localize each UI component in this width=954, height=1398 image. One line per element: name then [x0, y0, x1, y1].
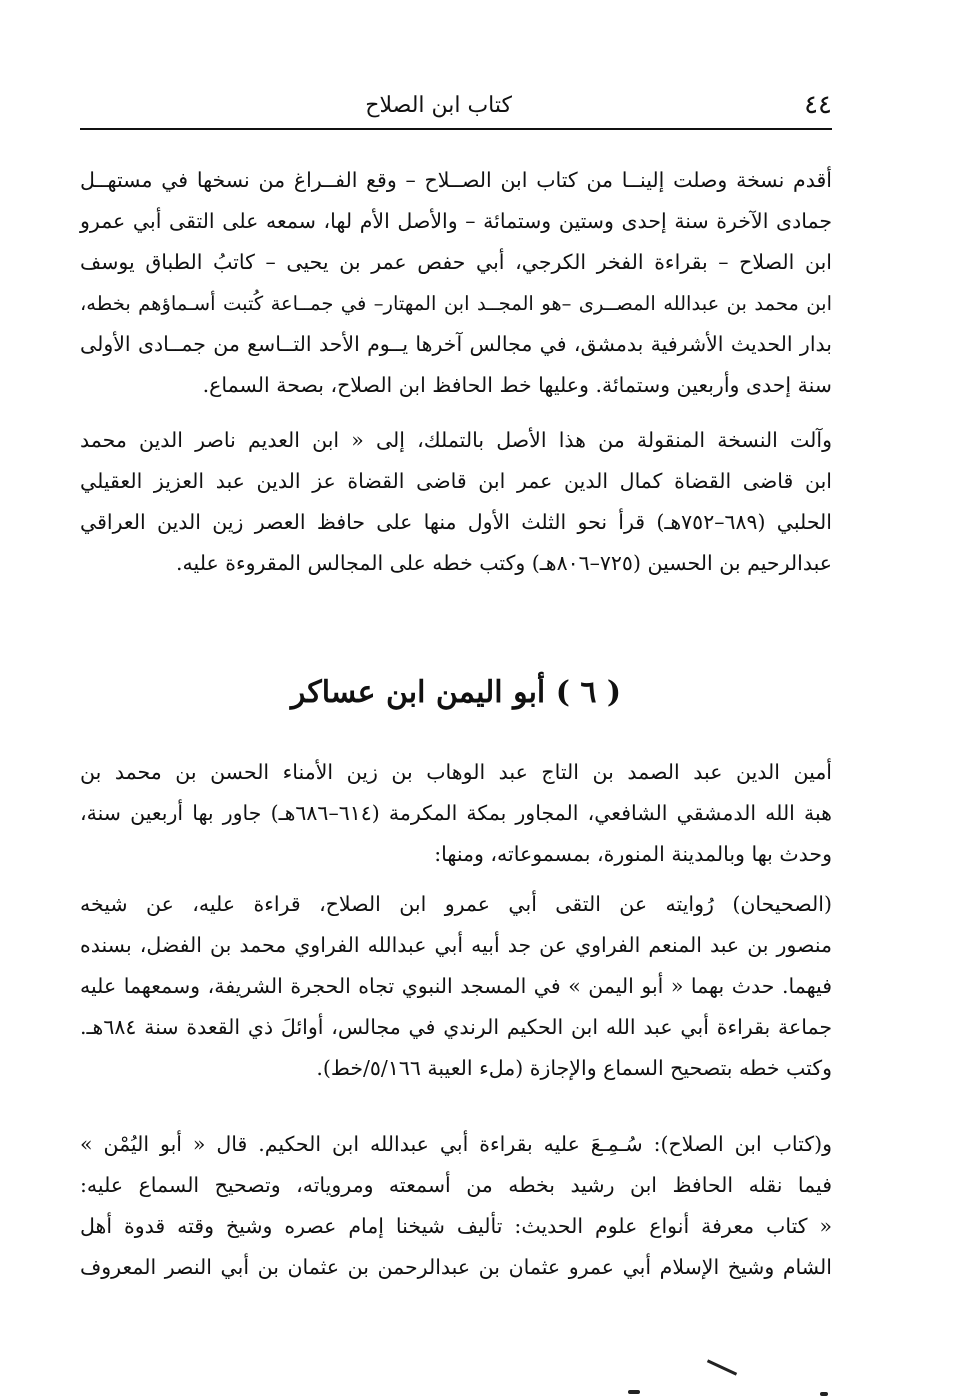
- text-line: ابن محمد بن عبدالله المصــرى –هو المجــد ابن المهتار– في جمــاعة كُتبت أسـماؤهم بخطه،: [80, 292, 832, 315]
- text-line: أقدم نسخة وصلت إلينــا من كتاب ابن الصــلاح – وقع الفــراغ من نسخها في مستهــل: [80, 168, 832, 192]
- text-line: و(كتاب ابن الصلاح): سُـمِـعَ عليه بقراءة أبي عبدالله ابن الحكيم. قال « أبو اليُمْن »: [80, 1132, 832, 1156]
- text-line: منصور بن عبد المنعم الفراوي عن جد أبيه أبي عبدالله الفراوي محمد بن الفضل، بسنده: [80, 933, 832, 957]
- text-line: فيهما. حدث بهما « أبو اليمن » في المسجد النبوي تجاه الحجرة الشريفة، وسمعهما عليه: [80, 974, 832, 998]
- page-header: [80, 88, 832, 128]
- text-line: ابن الصلاح – بقراءة الفخر الكرجي، أبي حفص عمر بن يحيى – كاتبُ الطباق يوسف: [80, 250, 832, 274]
- scan-artifact: [820, 1392, 828, 1396]
- text-line: وحدث بها وبالمدينة المنورة، بمسموعاته، ومنها:: [434, 842, 832, 866]
- paragraph-biography: [80, 752, 832, 875]
- header-rule: [80, 128, 832, 130]
- text-line: عبدالرحيم بن الحسين (٧٢٥–٨٠٦هـ) وكتب خطه على المجالس المقروءة عليه.: [176, 551, 832, 575]
- text-line: وآلت النسخة المنقولة من هذا الأصل بالتملك، إلى « ابن العديم ناصر الدين محمد: [80, 428, 832, 452]
- text-line: هبة الله الدمشقي الشافعي، المجاور بمكة المكرمة (٦١٤–٦٨٦هـ) جاور بها أربعين سنة،: [80, 801, 832, 825]
- text-line: أمين الدين عبد الصمد بن التاج عبد الوهاب بن زين الأمناء الحسن بن محمد بن: [80, 760, 832, 784]
- text-line: الشام وشيخ الإسلام أبي عمرو عثمان بن عبدالرحمن بن عثمان بن أبي النصر المعروف: [80, 1255, 832, 1279]
- scan-artifact: [707, 1359, 737, 1375]
- text-line: سنة إحدى وأربعين وستمائة. وعليها خط الحافظ ابن الصلاح، بصحة السماع.: [202, 373, 832, 397]
- text-line: الحلبي (٦٨٩–٧٥٢هـ) قرأ نحو الثلث الأول منها على حافظ العصر زين الدين العراقي: [80, 510, 832, 534]
- scan-artifact: [628, 1390, 640, 1394]
- running-title: كتاب ابن الصلاح: [365, 93, 512, 118]
- text-line: « كتاب معرفة أنواع علوم الحديث: تأليف شيخنا إمام عصره وشيخ وقته قدوة أهل: [80, 1214, 832, 1238]
- paragraph-transmitted-copy: [80, 420, 832, 584]
- text-line: وكتب خطه بتصحيح السماع والإجازة (ملء العيبة ٥/١٦٦/خط).: [316, 1056, 832, 1080]
- text-line: ابن قاضى القضاة كمال الدين عمر ابن قاضى القضاة عز الدين عبد العزيز العقيلي: [80, 469, 832, 493]
- page-number: ٤٤: [804, 90, 832, 120]
- text-line: (الصحيحان) رُوايته عن التقى أبي عمرو ابن الصلاح، قراءة عليه، عن شيخه: [80, 892, 832, 916]
- paragraph-oldest-copy: [80, 160, 832, 406]
- text-line: بدار الحديث الأشرفية بدمشق، في مجالس آخرها يــوم الأحد التــاسع من جمــادى الأولى: [80, 332, 832, 356]
- section-heading: ( ٦ ) أبو اليمن ابن عساكر: [290, 675, 622, 710]
- text-line: جمادى الآخرة سنة إحدى وستين وستمائة – والأصل الأم لها، سمعه على التقى أبي عمرو: [80, 209, 832, 233]
- text-line: فيما نقله الحافظ ابن رشيد بخطه من أسمعته ومروياته، وتصحيح السماع عليه:: [80, 1173, 832, 1197]
- paragraph-sahihan: [80, 884, 832, 1089]
- paragraph-kitab-ibn-salah: [80, 1124, 832, 1288]
- text-line: جماعة بقراءة أبي عبد الله ابن الحكيم الرندي في مجالس، أوائلَ ذي القعدة سنة ٦٨٤هـ.: [80, 1015, 832, 1039]
